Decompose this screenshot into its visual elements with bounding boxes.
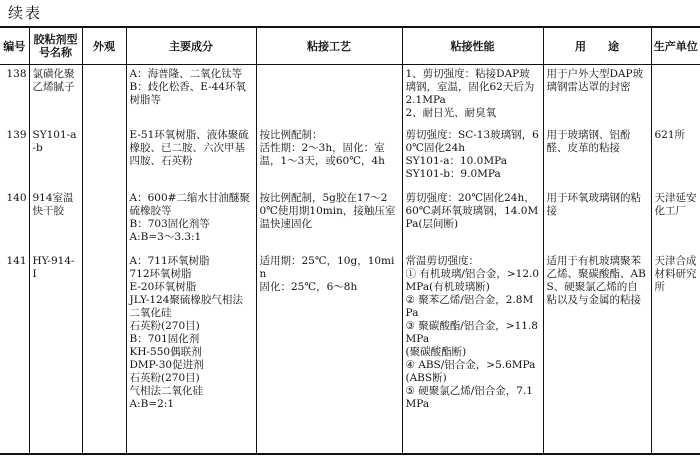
header-appearance: 外观: [82, 27, 126, 65]
table-caption: 续表: [8, 4, 43, 22]
cell-use: 用于玻璃钢、铝酚醛、皮革的粘接: [543, 126, 651, 189]
cell-maker: 天津合成材料研究所: [651, 252, 700, 454]
cell-appearance: [82, 252, 126, 454]
cell-appearance: [82, 189, 126, 252]
cell-no: 140: [6, 192, 27, 204]
cell-no: 138: [6, 68, 27, 80]
header-performance: 粘接性能: [402, 27, 543, 65]
cell-no: 139: [6, 129, 27, 141]
header-process: 粘接工艺: [256, 27, 402, 65]
cell-name: SY101-a-b: [29, 126, 82, 189]
header-name: 胶粘剂型号名称: [29, 27, 82, 65]
cell-use: 适用于有机玻璃聚苯乙烯、聚碳酸酯、ABS、硬聚氯乙烯的自粘以及与金属的粘接: [543, 252, 651, 454]
cell-performance: 剪切强度：SC-13玻璃钢，60℃固化24h SY101-a：10.0MPa SY101-b：9.0MPa: [402, 126, 543, 189]
cell-name: HY-914-Ⅰ: [29, 252, 82, 454]
cell-use: 用于环氧玻璃钢的粘接: [543, 189, 651, 252]
header-no: 编号: [0, 27, 29, 65]
cell-no: 141: [0, 252, 29, 454]
cell-process: 按比例配制，5g胶在17～20℃使用期10min，接触压室温快速固化: [256, 189, 402, 252]
table-row: [0, 189, 700, 252]
table-row: [0, 252, 700, 454]
cell-process: 适用期：25℃，10g，10min 固化：25℃，6～8h: [256, 252, 402, 454]
cell-performance: 常温剪切强度： ① 有机玻璃/铝合金，>12.0MPa(有机玻璃断) ② 聚苯乙烯/铝合金，2.8MPa ③ 聚碳酸酯/铝合金，>11.8MPa (聚碳酸酯断) ④ ABS/铝合金，>5.6MPa(ABS断) ⑤ 硬聚氯乙烯/铝合金，7.1MPa: [402, 252, 543, 454]
table-row: [0, 65, 700, 127]
header-use: 用 途: [543, 27, 651, 65]
cell-components: A：711环氧树脂 712环氧树脂 E-20环氧树脂 JLY-124聚硫橡胶气相法二氧化硅 石英粉(270目) B：701固化剂 KH-550偶联剂 DMP-30促进剂 石英粉(270目) 气相法二氧化硅 A:B=2:1: [126, 252, 256, 454]
cell-process: [256, 65, 402, 127]
header-components: 主要成分: [126, 27, 256, 65]
cell-maker: [651, 65, 700, 127]
table-row: [0, 126, 700, 189]
cell-components: E-51环氧树脂、液体聚硫橡胶、已二胺、六次甲基四胺、石英粉: [126, 126, 256, 189]
cell-appearance: [82, 65, 126, 127]
header-maker: 生产单位: [651, 27, 700, 65]
adhesive-table: [0, 26, 700, 455]
cell-appearance: [82, 126, 126, 189]
header-row: [0, 27, 700, 65]
cell-performance: 剪切强度：20℃固化24h，60℃剥环氧玻璃钢，14.0MPa(层间断): [402, 189, 543, 252]
cell-components: A：海普隆、二氧化钛等 B：歧化松香、E-44环氧树脂等: [126, 65, 256, 127]
cell-components: A：600#二缩水甘油醚聚硫橡胶等 B：703固化剂等 A:B=3～3.3:1: [126, 189, 256, 252]
cell-maker: 天津延安化工厂: [651, 189, 700, 252]
cell-process: 按比例配制： 活性期：2～3h，固化：室温，1～3天，或60℃，4h: [256, 126, 402, 189]
cell-performance: 1、剪切强度：粘接DAP玻璃钢，室温，固化62天后为2.1MPa 2、耐日光、耐臭氧: [402, 65, 543, 127]
cell-use: 用于户外大型DAP玻璃钢雷达罩的封密: [543, 65, 651, 127]
cell-maker: 621所: [651, 126, 700, 189]
cell-name: 914室温快干胶: [29, 189, 82, 252]
cell-name: 氯磺化聚乙烯腻子: [29, 65, 82, 127]
